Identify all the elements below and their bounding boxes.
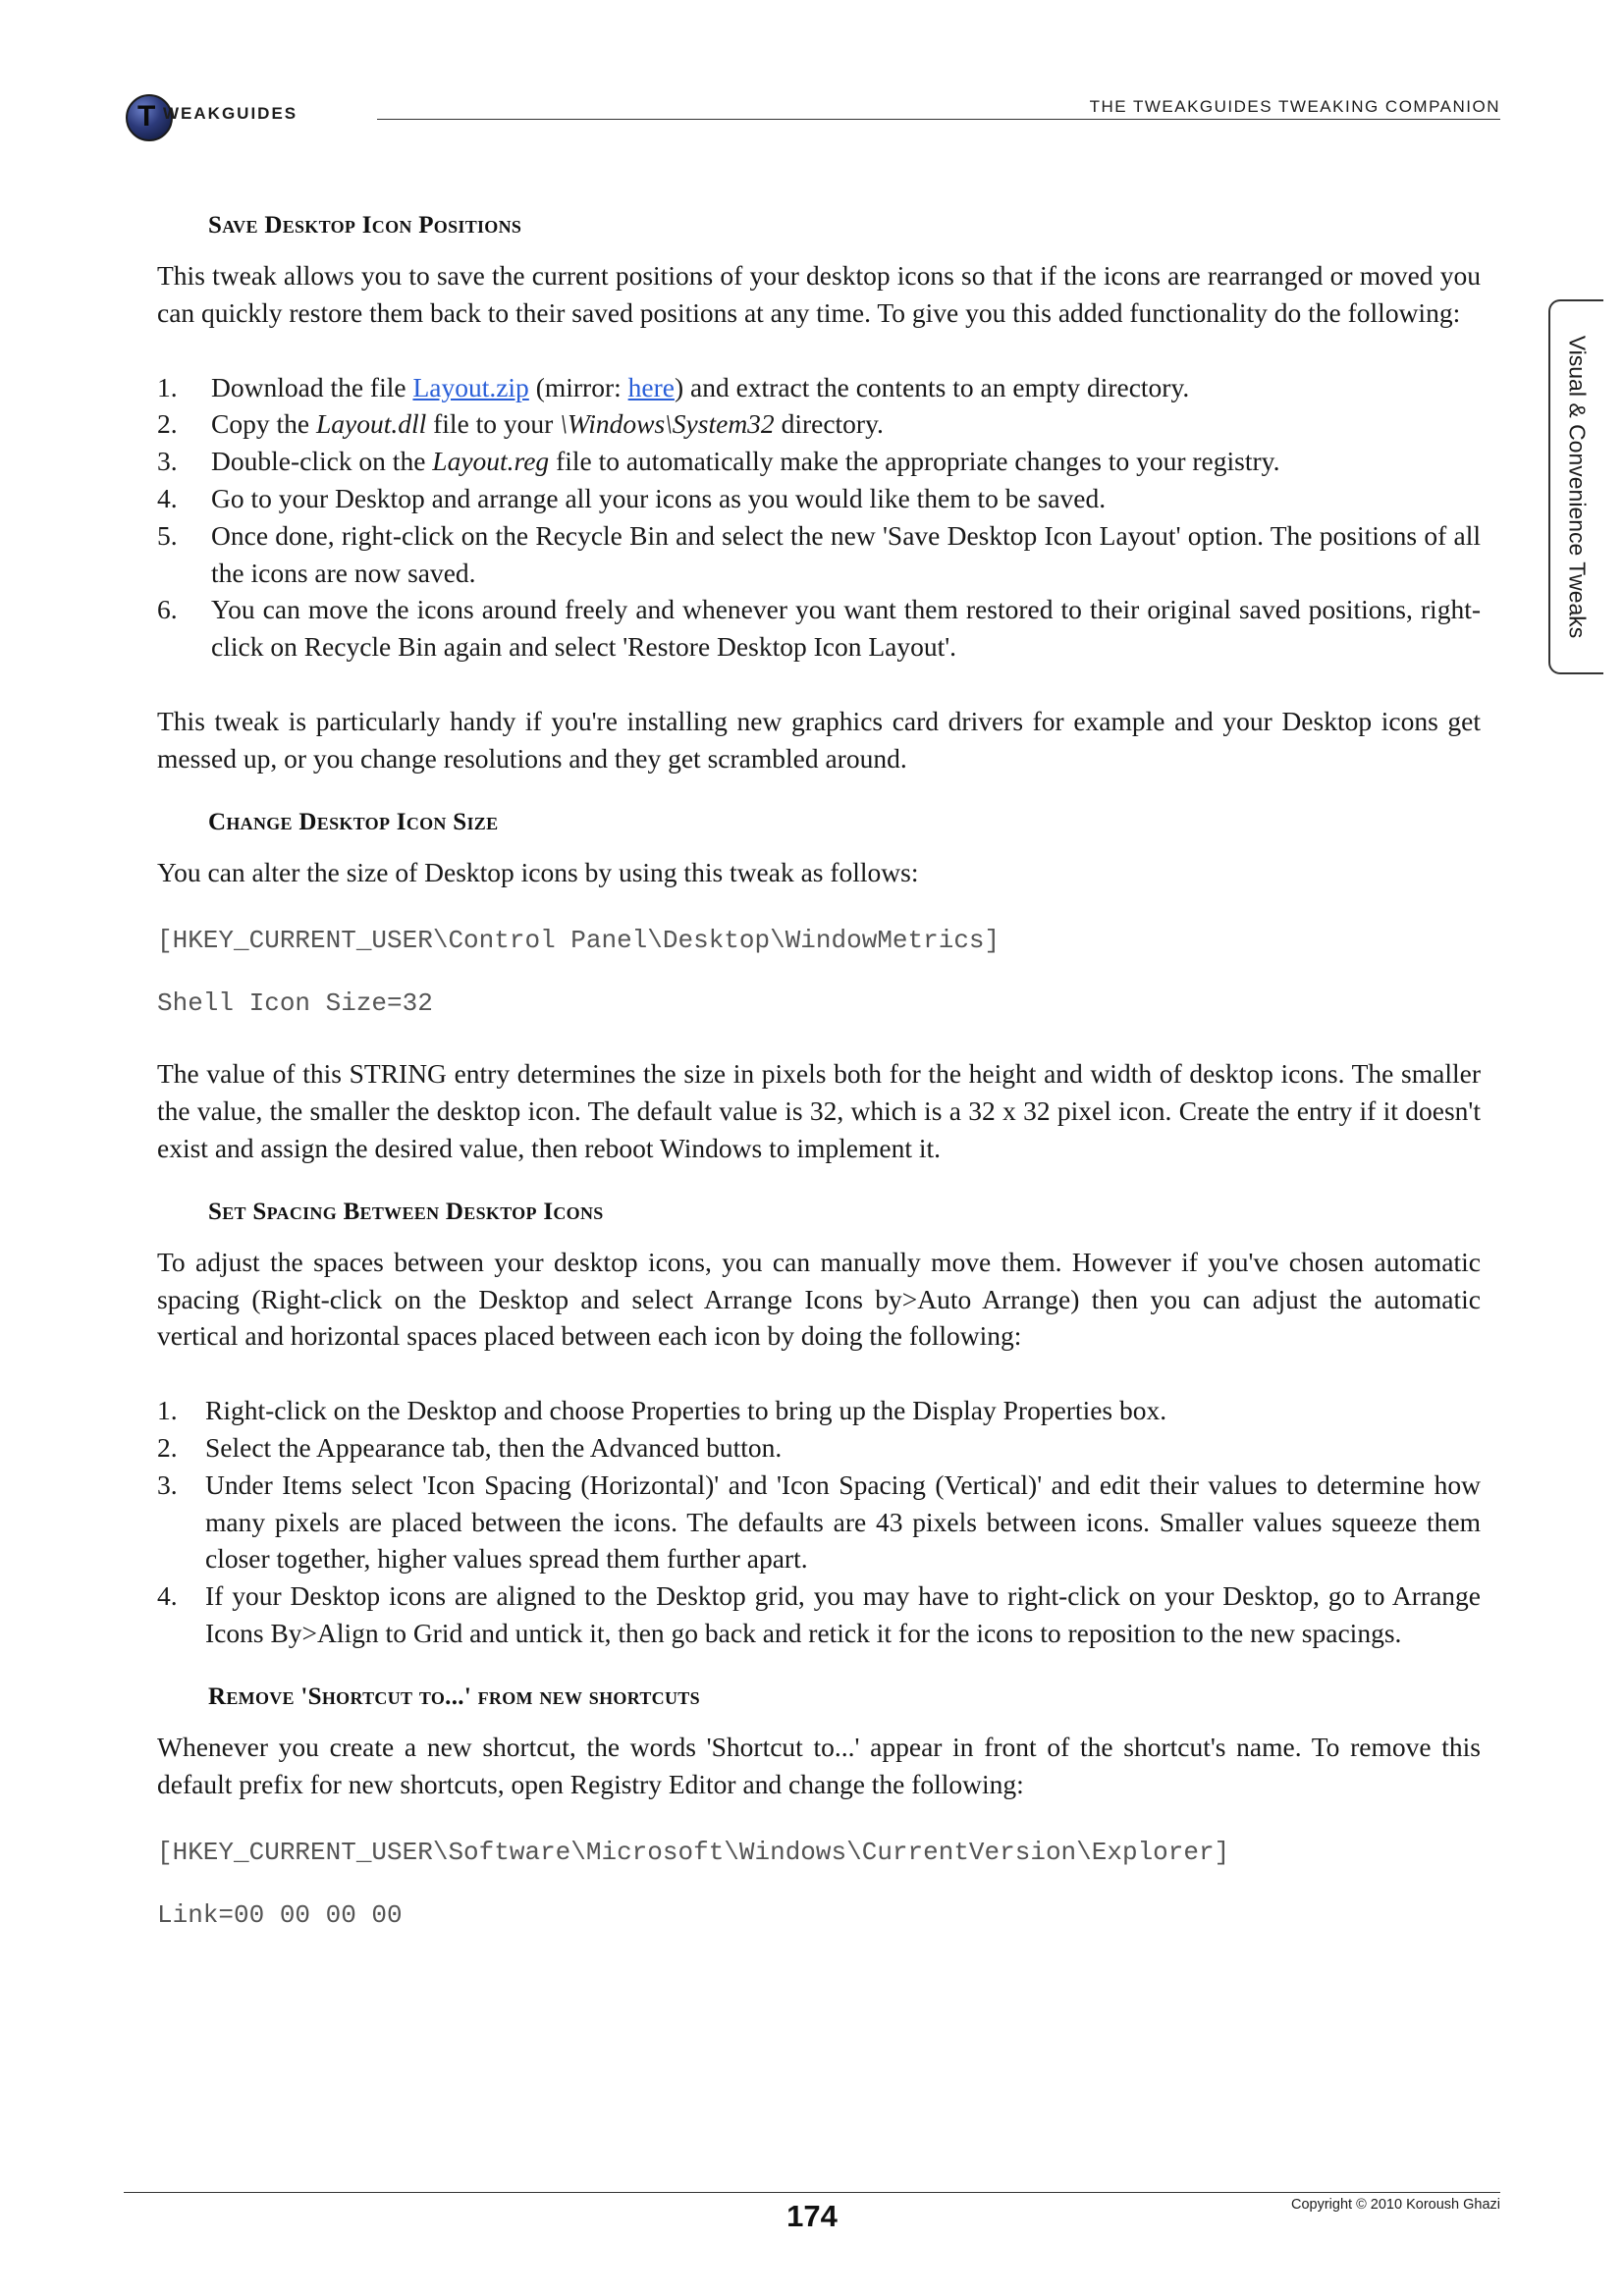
copyright-notice: Copyright © 2010 Koroush Ghazi [1291, 2197, 1500, 2213]
page-number: 174 [786, 2199, 838, 2233]
icon-size-intro: You can alter the size of Desktop icons by using this tweak as follows: [157, 856, 919, 887]
registry-value: Shell Icon Size=32 [157, 988, 433, 1019]
icon-spacing-steps [157, 1392, 1481, 1652]
logo-glyph: T [137, 100, 156, 133]
chapter-side-tab [1548, 299, 1603, 674]
save-icons-intro: This tweak allows you to save the current positions of your desktop icons so that if the icons are rearranged or moved you can quickly restore them back to their saved positions at any time. To give you this added functionality do the following: [157, 260, 1481, 328]
list-item: 4. If your Desktop icons are aligned to the Desktop grid, you may have to right-click on your Desktop, go to Arrange Icons By>Align to Grid and untick it, then go back and retick it for the icons to reposition to the new spacings. [157, 1580, 1481, 1648]
list-item: 5. Once done, right-click on the Recycle Bin and select the new 'Save Desktop Icon Layout' option. The positions of all the icons are now saved. [157, 519, 1481, 588]
tweakguides-logo [124, 92, 359, 143]
chapter-side-tab-label: Visual & Convenience Tweaks [1564, 335, 1591, 639]
header-divider [377, 119, 1500, 120]
list-item: 2. Copy the Layout.dll file to your \Windows\System32 directory. [157, 408, 884, 440]
list-item: 6. You can move the icons around freely and whenever you want them restored to their original saved positions, right-click on Recycle Bin again and select 'Restore Desktop Icon Layout'. [157, 594, 1481, 663]
list-item: 4. Go to your Desktop and arrange all your icons as you would like them to be saved. [157, 482, 1107, 513]
mirror-here-link[interactable]: here [627, 371, 675, 402]
list-item: 3. Under Items select 'Icon Spacing (Horizontal)' and 'Icon Spacing (Vertical)' and edit their values to determine how many pixels are placed between the icons. The defaults are 43 pixels between icons. Smaller values squeeze them closer together, higher values spread them further apart. [157, 1468, 1481, 1575]
footer-divider [124, 2192, 1500, 2193]
page-content [157, 206, 1481, 1934]
list-item: 1. Right-click on the Desktop and choose Properties to bring up the Display Properties box. [157, 1395, 1167, 1426]
list-item: 2. Select the Appearance tab, then the Advanced button. [157, 1431, 783, 1463]
icon-size-body: The value of this STRING entry determines the size in pixels both for the height and width of desktop icons. The smaller the value, the smaller the desktop icon. The default value is 32, which is a 32 x 32 pixel icon. Create the entry if it doesn't exist and assign the desired value, then reboot Windows to implement it. [157, 1058, 1481, 1163]
save-icons-steps [157, 369, 1481, 666]
registry-key: [HKEY_CURRENT_USER\Control Panel\Desktop\WindowMetrics] [157, 926, 1001, 956]
section-heading-save-icons: Save Desktop Icon Positions [208, 212, 522, 239]
icon-spacing-intro: To adjust the spaces between your desktop icons, you can manually move them. However if you've chosen automatic spacing (Right-click on the Desktop and select Arrange Icons by>Auto Arrange) then you can adjust the automatic vertical and horizontal spaces placed between each icon by doing the following: [157, 1246, 1481, 1352]
layout-zip-link[interactable]: Layout.zip [412, 371, 529, 402]
shortcut-intro: Whenever you create a new shortcut, the words 'Shortcut to...' appear in front of the shortcut's name. To remove this default prefix for new shortcuts, open Registry Editor and change the following: [157, 1731, 1481, 1799]
section-heading-icon-spacing: Set Spacing Between Desktop Icons [208, 1198, 604, 1225]
registry-value: Link=00 00 00 00 [157, 1900, 403, 1931]
section-heading-icon-size: Change Desktop Icon Size [208, 808, 499, 835]
filename: Layout.dll [315, 408, 427, 440]
header-title: THE TWEAKGUIDES TWEAKING COMPANION [1089, 97, 1500, 116]
logo-text: WEAKGUIDES [163, 104, 298, 123]
directory-path: \Windows\System32 [560, 408, 775, 440]
list-item: 3. Double-click on the Layout.reg file to automatically make the appropriate changes to your registry. [157, 446, 1280, 477]
save-icons-outro: This tweak is particularly handy if you're installing new graphics card drivers for example and your Desktop icons get messed up, or you change resolutions and they get scrambled around. [157, 705, 1481, 774]
registry-key: [HKEY_CURRENT_USER\Software\Microsoft\Windows\CurrentVersion\Explorer] [157, 1838, 1230, 1868]
filename: Layout.reg [432, 446, 550, 477]
section-heading-shortcut: Remove 'Shortcut to...' from new shortcuts [208, 1682, 700, 1710]
list-item: 1. Download the file Layout.zip (mirror: here) and extract the contents to an empty directory. [157, 371, 1190, 402]
